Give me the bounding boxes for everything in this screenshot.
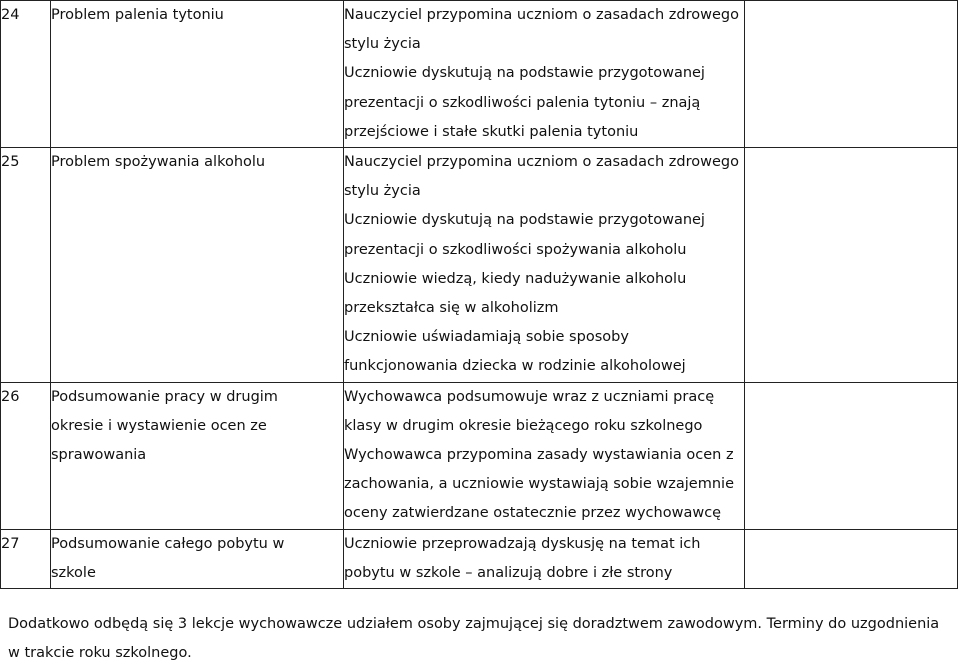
lesson-description: Nauczyciel przypomina uczniom o zasadach zdrowego stylu życia Uczniowie dyskutują na podstawie przygotowanej prezentacji o szkodliwości spożywania alkoholu Uczniowie wiedzą, kiedy nadużywanie alkoholu przekształca się w alkoholizm Uczniowie uświadamiają sobie sposoby funkcjonowania dziecka w rodzinie alkoholowej [344,148,745,383]
table-row [1,1,958,148]
empty-cell [745,529,958,588]
lesson-topic: Podsumowanie pracy w drugim okresie i wystawienie ocen ze sprawowania [51,382,344,529]
lesson-topic: Podsumowanie całego pobytu w szkole [51,529,344,588]
lesson-number: 25 [1,148,51,383]
additional-note: Dodatkowo odbędą się 3 lekcje wychowawcze udziałem osoby zajmującej się doradztwem zawodowym. Terminy do uzgodnienia w trakcie roku szkolnego. [8,615,940,661]
empty-cell [745,1,958,148]
empty-cell [745,382,958,529]
lesson-description: Uczniowie przeprowadzają dyskusję na temat ich pobytu w szkole – analizują dobre i złe strony [344,529,745,588]
lesson-description: Wychowawca podsumowuje wraz z uczniami pracę klasy w drugim okresie bieżącego roku szkolnego Wychowawca przypomina zasady wystawiania ocen z zachowania, a uczniowie wystawiają sobie wzajemnie oceny zatwierdzane ostatecznie przez wychowawcę [344,382,745,529]
lesson-description: Nauczyciel przypomina uczniom o zasadach zdrowego stylu życia Uczniowie dyskutują na podstawie przygotowanej prezentacji o szkodliwości palenia tytoniu – znają przejściowe i stałe skutki palenia tytoniu [344,1,745,148]
table-row [1,529,958,588]
lesson-number: 27 [1,529,51,588]
table-row [1,148,958,383]
table-row [1,382,958,529]
lesson-number: 24 [1,1,51,148]
lesson-number: 26 [1,382,51,529]
empty-cell [745,148,958,383]
lesson-topic: Problem palenia tytoniu [51,1,344,148]
lesson-topic: Problem spożywania alkoholu [51,148,344,383]
